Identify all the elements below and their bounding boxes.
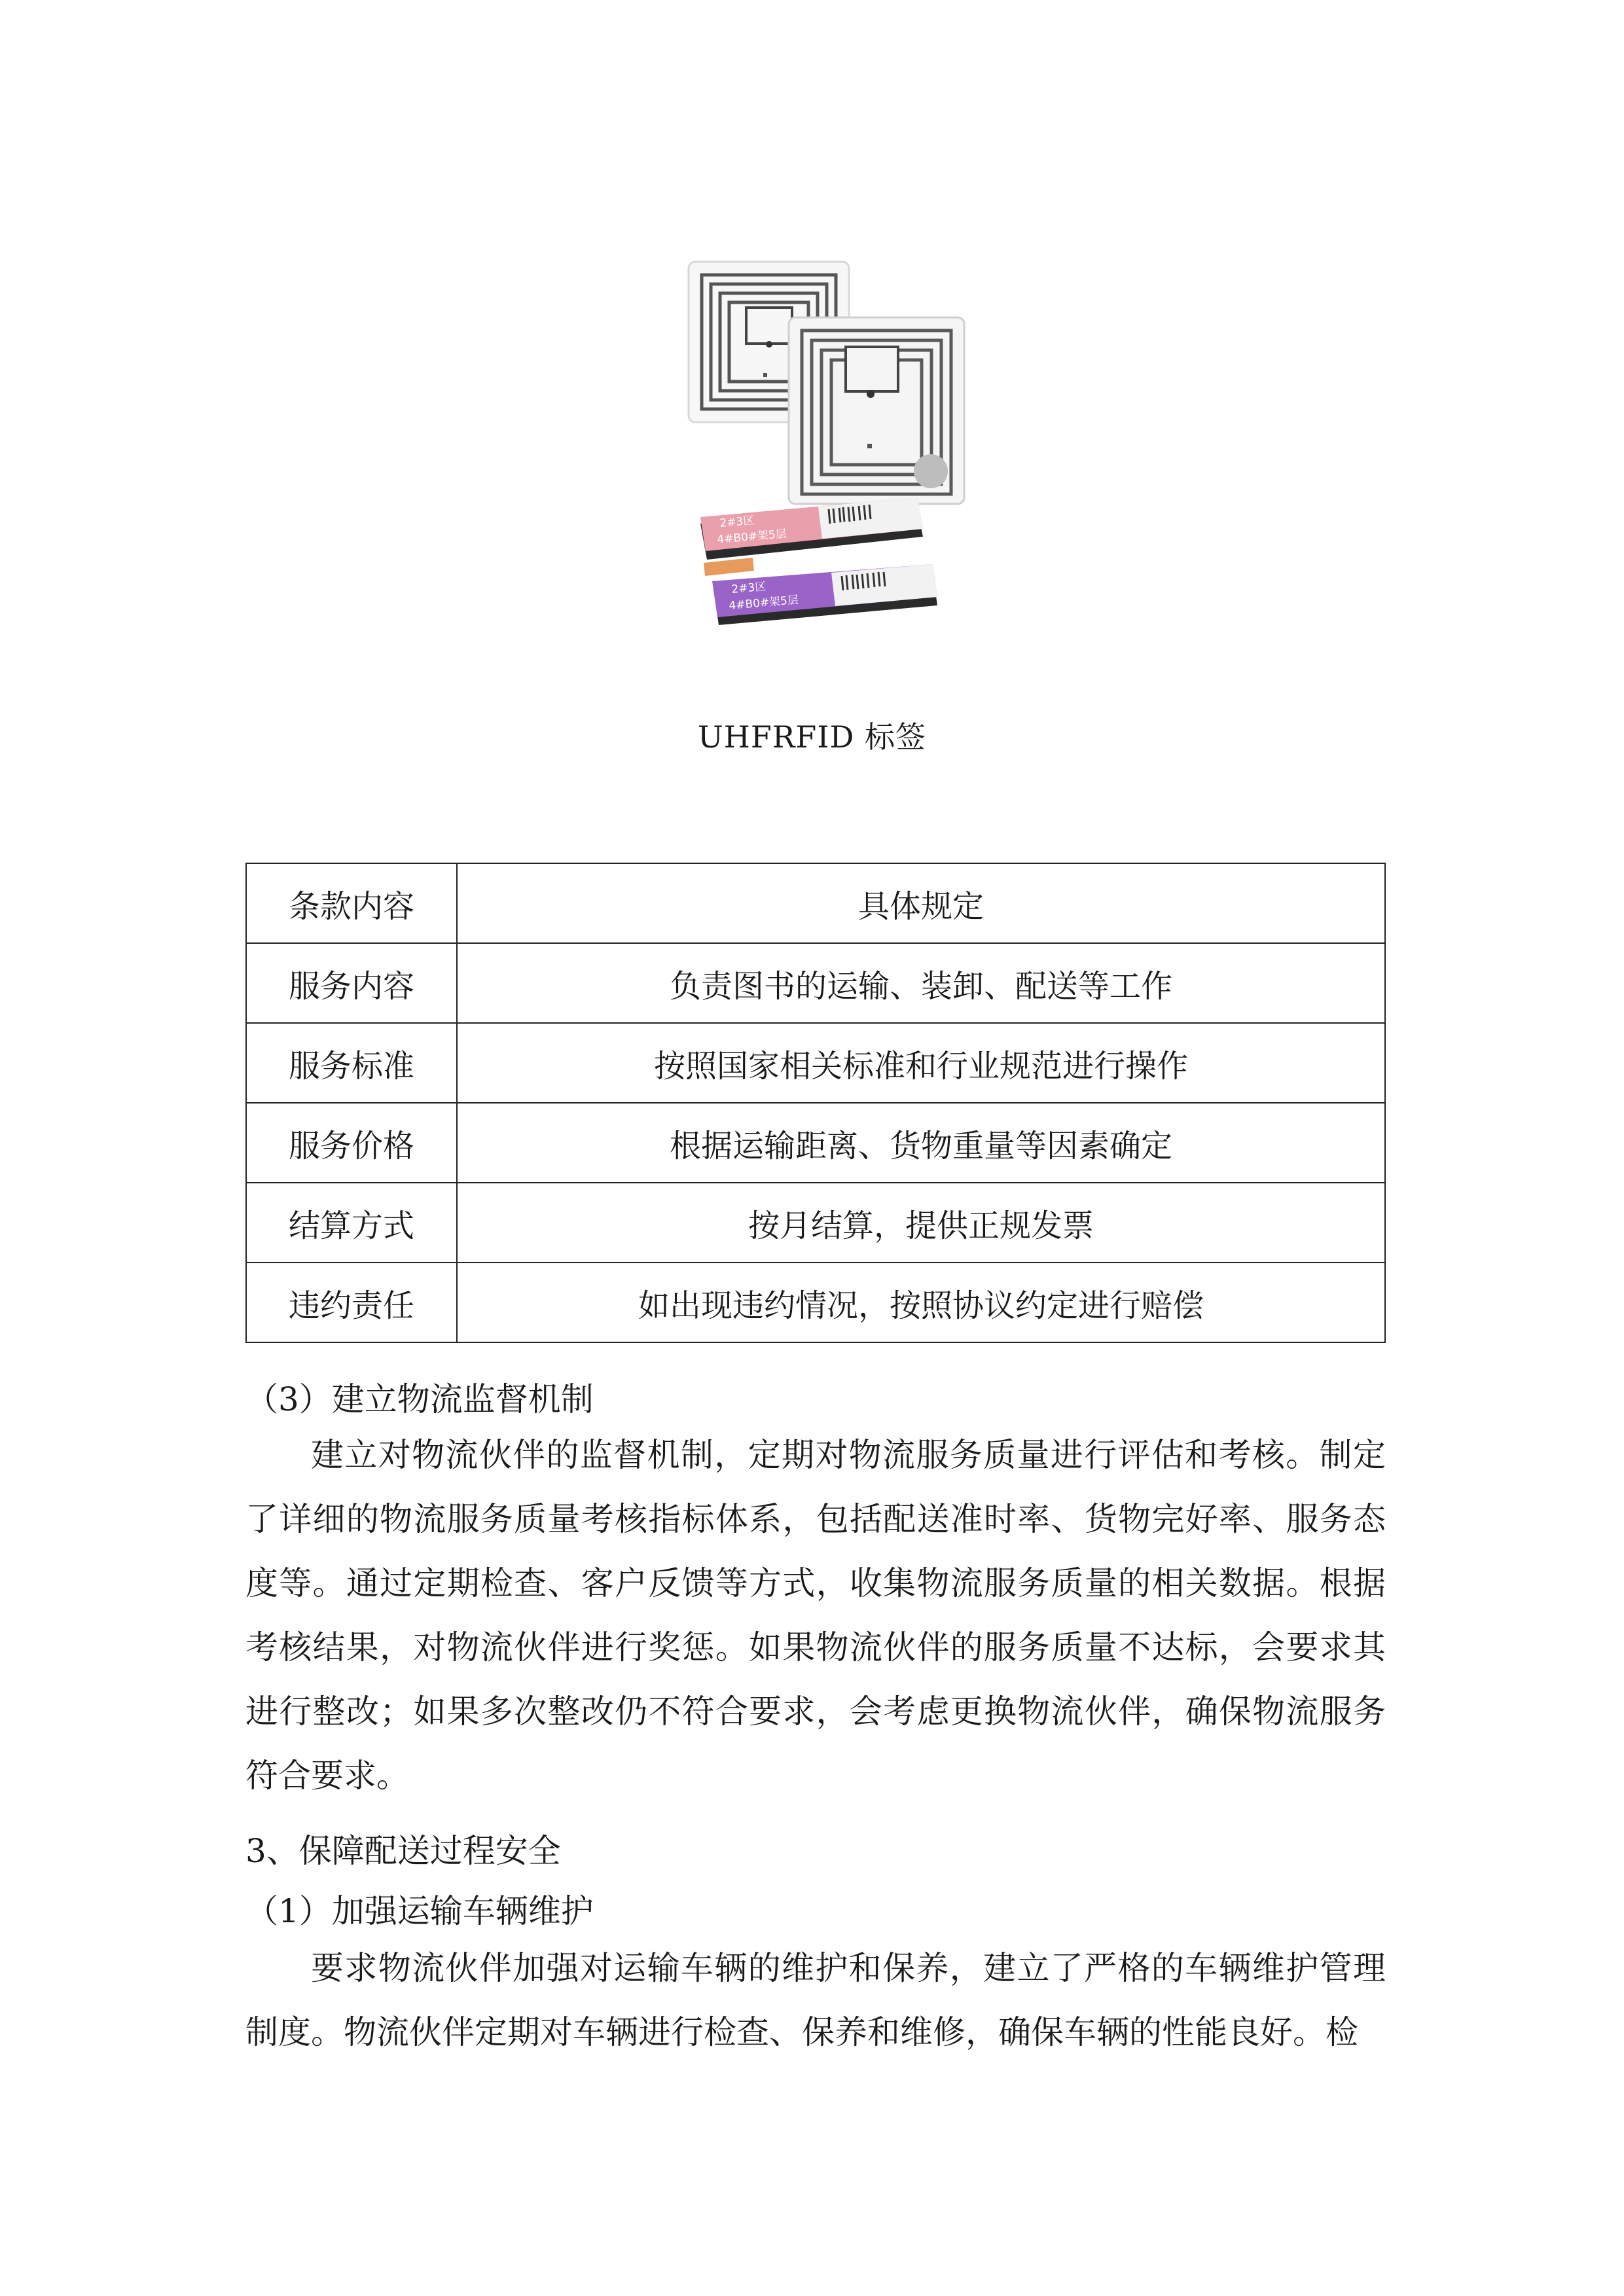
table-cell-rule: 负责图书的运输、装卸、配送等工作 xyxy=(457,943,1385,1023)
table-cell-rule: 如出现违约情况，按照协议约定进行赔偿 xyxy=(457,1263,1385,1342)
tag-location-line-1: 2#3区 xyxy=(719,514,755,530)
table-row xyxy=(246,1103,1385,1183)
rfid-hard-tag-orange-edge xyxy=(704,558,754,576)
paragraph-vehicle-maintenance: 要求物流伙伴加强对运输车辆的维护和保养，建立了严格的车辆维护管理制度。物流伙伴定期对车辆进行检查、保养和维修，确保车辆的性能良好。检 xyxy=(245,1949,1386,2051)
table-row xyxy=(246,1183,1385,1263)
rfid-tag-figure xyxy=(674,196,975,668)
tag-location-line-2: 4#B0#架5层 xyxy=(716,527,787,547)
service-terms-table xyxy=(245,863,1386,1343)
tag-location-line-2: 4#B0#架5层 xyxy=(728,593,799,613)
table-header-row xyxy=(246,863,1385,943)
section-heading-delivery-safety: 3、保障配送过程安全 xyxy=(245,1832,561,1870)
table-cell-clause: 服务内容 xyxy=(246,943,457,1023)
section-heading-vehicle-maintenance: （1）加强运输车辆维护 xyxy=(245,1892,594,1930)
paragraph-supervision: 建立对物流伙伴的监督机制，定期对物流服务质量进行评估和考核。制定了详细的物流服务质量考核指标体系，包括配送准时率、货物完好率、服务态度等。通过定期检查、客户反馈等方式，收集物流服务质量的相关数据。根据考核结果，对物流伙伴进行奖惩。如果物流伙伴的服务质量不达标，会要求其进行整改；如果多次整改仍不符合要求，会考虑更换物流伙伴，确保物流服务符合要求。 xyxy=(245,1436,1386,1795)
table-row xyxy=(246,943,1385,1023)
table-cell-clause: 结算方式 xyxy=(246,1183,457,1263)
table-cell-clause: 违约责任 xyxy=(246,1263,457,1342)
table-row xyxy=(246,1263,1385,1342)
table-cell-rule: 按月结算，提供正规发票 xyxy=(457,1183,1385,1263)
table-cell-clause: 服务价格 xyxy=(246,1103,457,1183)
rfid-inlay-label-front xyxy=(789,317,964,504)
rfid-hard-tag-pink xyxy=(700,497,923,560)
section-heading-supervision: （3）建立物流监督机制 xyxy=(245,1380,594,1418)
tag-location-line-1: 2#3区 xyxy=(731,580,767,596)
table-cell-rule: 根据运输距离、货物重量等因素确定 xyxy=(457,1103,1385,1183)
table-header-cell: 具体规定 xyxy=(457,863,1385,943)
figure-caption: UHFRFID 标签 xyxy=(697,719,927,755)
rfid-hard-tag-purple xyxy=(712,564,937,625)
table-cell-rule: 按照国家相关标准和行业规范进行操作 xyxy=(457,1023,1385,1103)
rfid-tags-image xyxy=(674,196,975,668)
table-header-cell: 条款内容 xyxy=(246,863,457,943)
table-row xyxy=(246,1023,1385,1103)
table-cell-clause: 服务标准 xyxy=(246,1023,457,1103)
